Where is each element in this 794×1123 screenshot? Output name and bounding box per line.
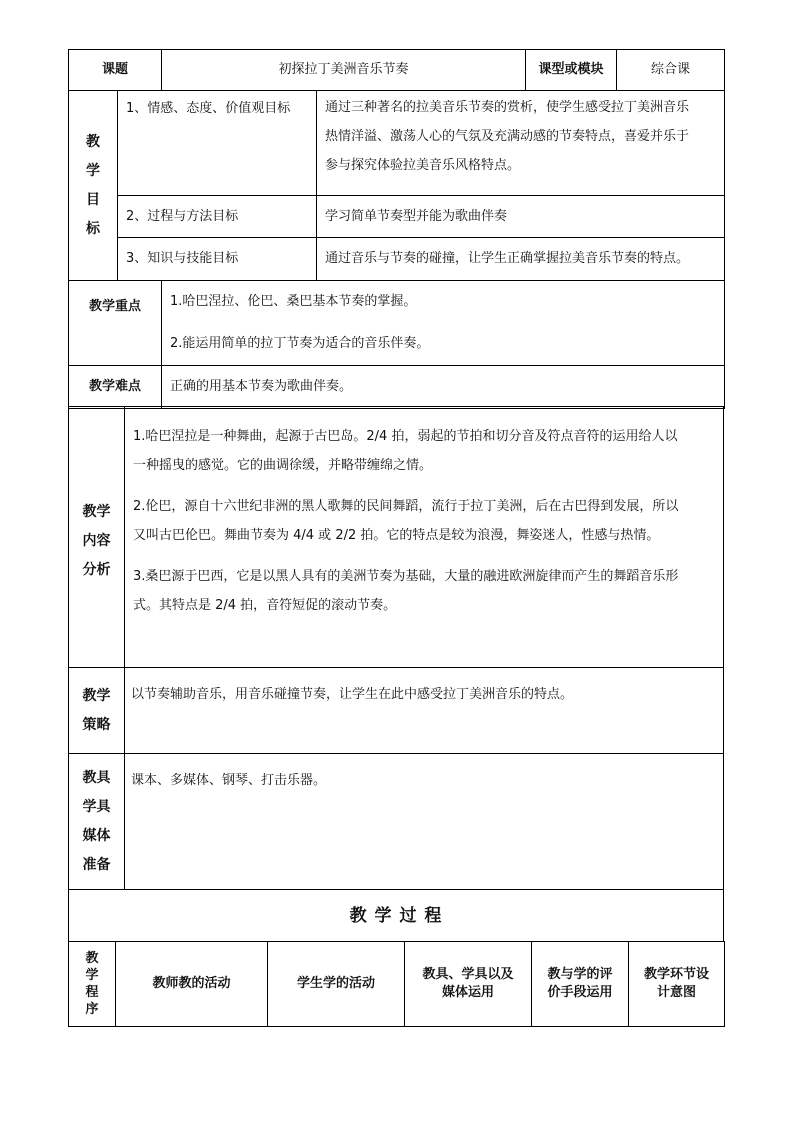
keypoints-label: 教学重点 [69, 281, 162, 366]
strategy-text: 以节奏辅助音乐，用音乐碰撞节奏，让学生在此中感受拉丁美洲音乐的特点。 [131, 687, 574, 702]
goals-label: 教 学 目 标 [69, 91, 118, 281]
goal-row-2 [69, 196, 725, 238]
keypoint-1: 1.哈巴涅拉、伦巴、桑巴基本节奏的掌握。 [170, 294, 417, 309]
difficulty-text: 正确的用基本节奏为歌曲伴奏。 [162, 366, 725, 409]
header-row [69, 50, 725, 91]
process-table [68, 941, 725, 1027]
keypoint-2: 2.能运用简单的拉丁节奏为适合的音乐伴奏。 [170, 336, 430, 351]
strategy-section [68, 667, 724, 754]
goal-name-3: 3、知识与技能目标 [118, 238, 317, 281]
process-col-student: 学生学的活动 [268, 942, 405, 1027]
difficulty-row [69, 366, 725, 409]
process-col-intent: 教学环节设 计意图 [629, 942, 725, 1027]
process-header-row [69, 942, 725, 1027]
goal-text-3: 通过音乐与节奏的碰撞，让学生正确掌握拉美音乐节奏的特点。 [317, 238, 725, 281]
content-para-2: 2.伦巴，源自十六世纪非洲的黑人歌舞的民间舞蹈，流行于拉丁美洲，后在古巴得到发展，所以 又叫古巴伦巴。舞曲节奏为 4/4 或 2/2 拍。它的特点是较为浪漫，舞姿迷人，性感与热情。 [133, 499, 679, 543]
goal-name-2: 2、过程与方法目标 [118, 196, 317, 238]
goal-row-3 [69, 238, 725, 281]
content-label-cell [69, 407, 125, 667]
keypoints-row [69, 281, 725, 366]
process-col-teacher: 教师教的活动 [116, 942, 268, 1027]
topic-label: 课题 [69, 50, 162, 91]
tools-text: 课本、多媒体、钢琴、打击乐器。 [131, 773, 327, 788]
lesson-plan-top [68, 49, 724, 409]
goal-text-2: 学习简单节奏型并能为歌曲伴奏 [317, 196, 725, 238]
content-para-3: 3.桑巴源于巴西，它是以黑人具有的美洲节奏为基础，大量的融进欧洲旋律而产生的舞蹈音乐形 式。其特点是 2/4 拍，音符短促的滚动节奏。 [133, 569, 679, 613]
goal-name-1: 1、情感、态度、价值观目标 [118, 91, 317, 196]
tools-label: 教具 学具 媒体 准备 [82, 770, 111, 873]
content-section [68, 406, 724, 668]
type-label: 课型或模块 [526, 50, 617, 91]
type-value: 综合课 [617, 50, 725, 91]
content-text [133, 422, 717, 620]
process-label: 教 学 程 序 [69, 942, 116, 1027]
content-para-1: 1.哈巴涅拉是一种舞曲，起源于古巴岛。2/4 拍，弱起的节拍和切分音及符点音符的运用给人以 一种摇曳的感觉。它的曲调徐缓，并略带缠绵之情。 [133, 429, 678, 473]
strategy-label: 教学 策略 [82, 688, 111, 733]
goal-text-1: 通过三种著名的拉美音乐节奏的赏析，使学生感受拉丁美洲音乐 热情洋溢、激荡人心的气氛及充满动感的节奏特点，喜爱并乐于 参与探究体验拉美音乐风格特点。 [317, 91, 725, 196]
process-title-row [68, 889, 724, 942]
process-col-evaluation: 教与学的评 价手段运用 [532, 942, 629, 1027]
difficulty-label: 教学难点 [69, 366, 162, 409]
topic-value: 初探拉丁美洲音乐节奏 [162, 50, 526, 91]
lesson-plan-table [68, 49, 725, 409]
goal-row-1 [69, 91, 725, 196]
process-header [68, 941, 724, 1027]
strategy-label-cell [69, 668, 125, 753]
keypoints-text [162, 281, 725, 366]
tools-label-cell [69, 754, 125, 889]
process-title: 教 学 过 程 [349, 906, 443, 926]
process-col-media: 教具、学具以及 媒体运用 [405, 942, 532, 1027]
content-label: 教学 内容 分析 [82, 504, 111, 578]
tools-section [68, 753, 724, 890]
